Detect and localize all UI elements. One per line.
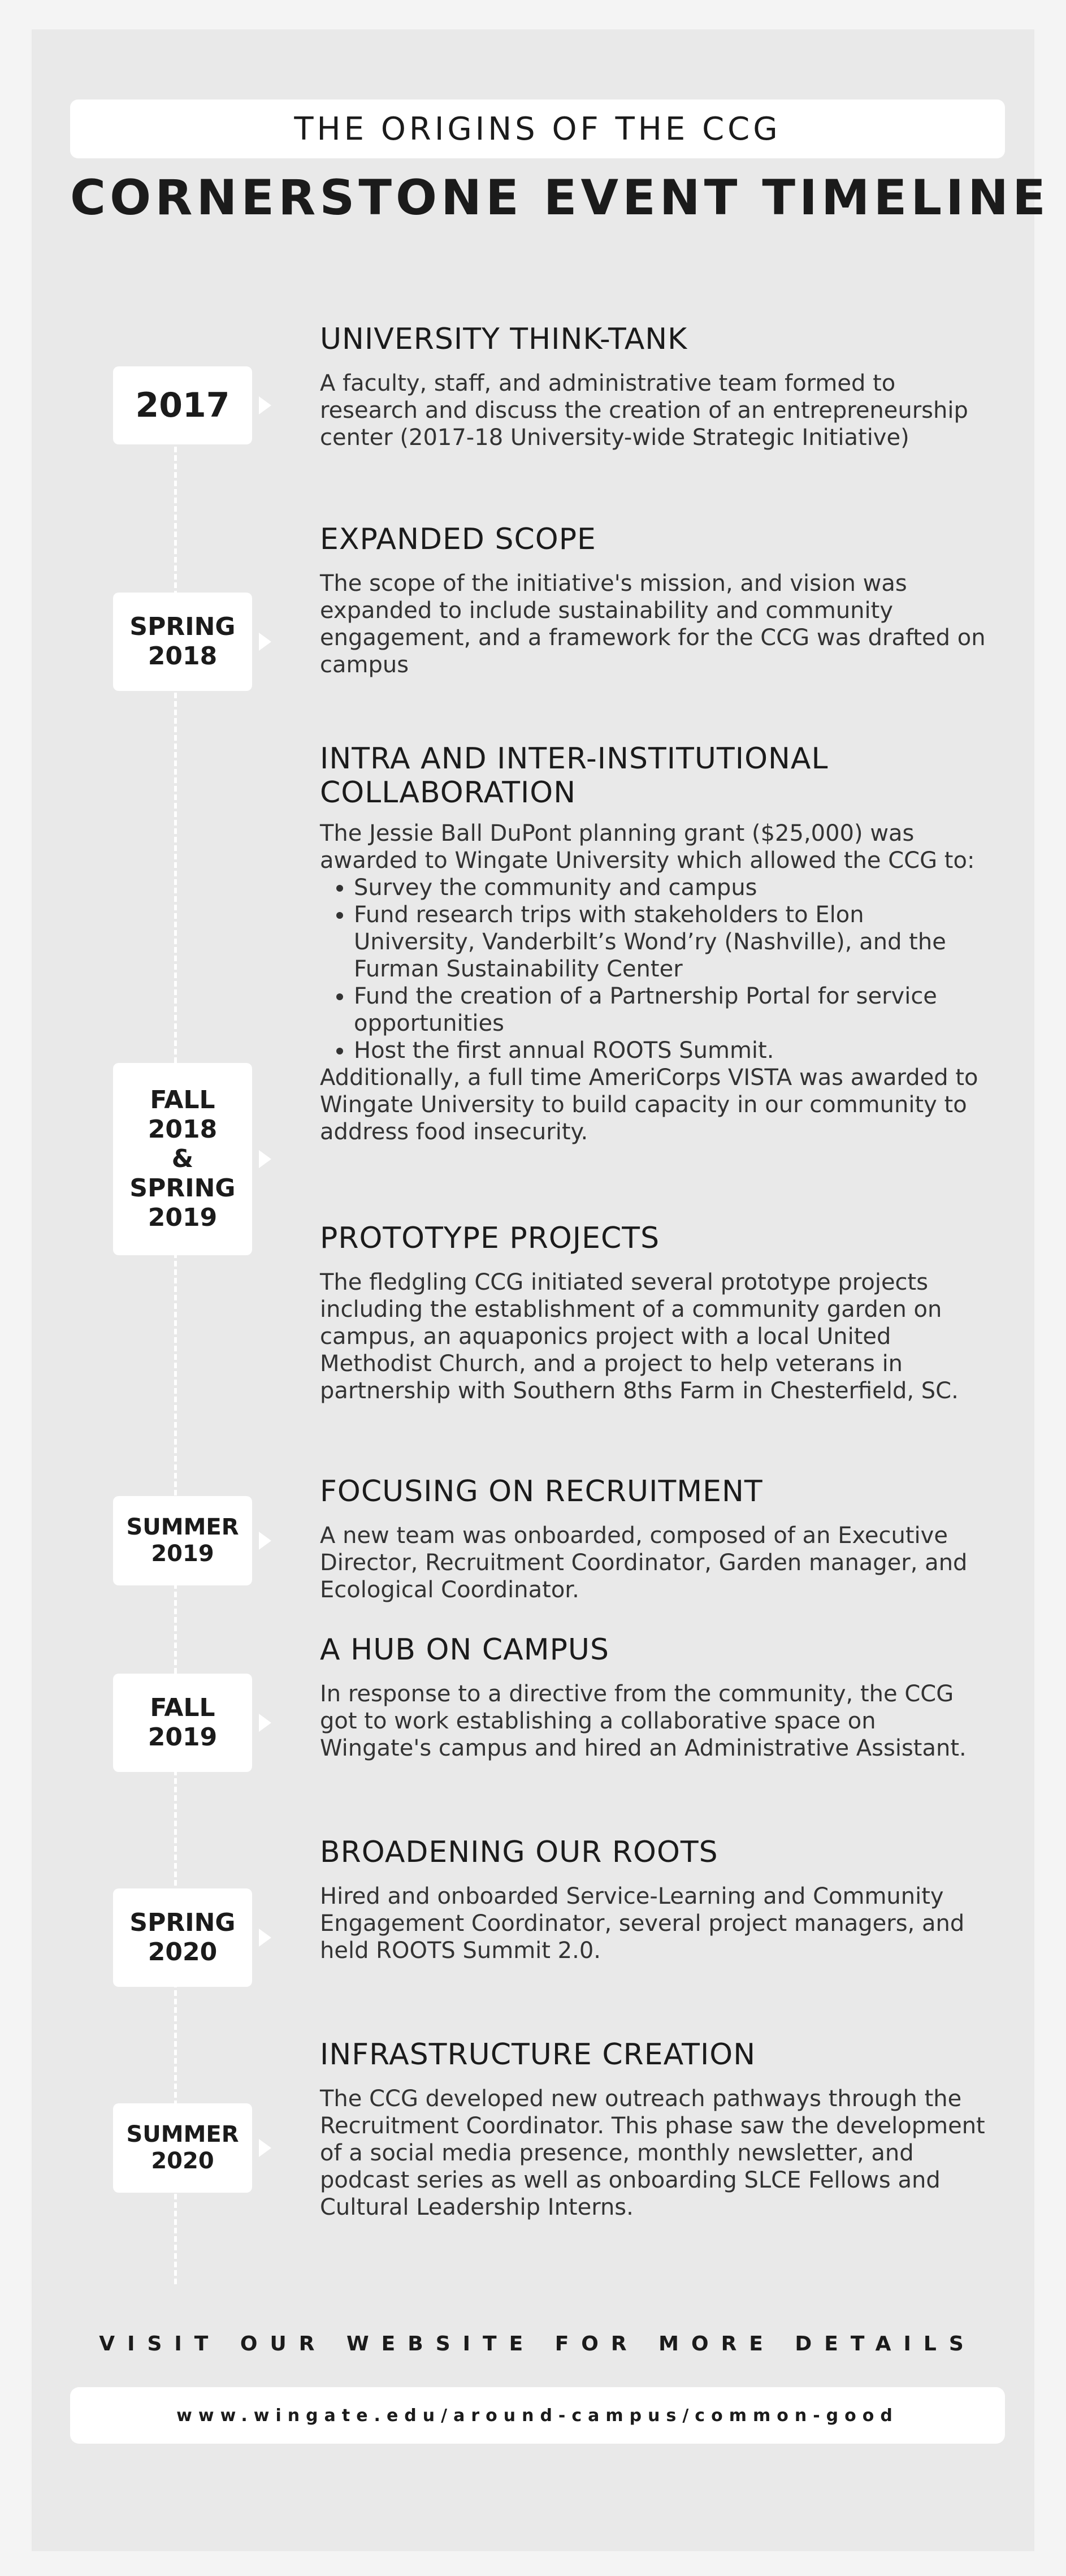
date-badge-summer-2020: SUMMER 2020 xyxy=(113,2103,252,2193)
event-description: A faculty, staff, and administrative team formed to research and discuss the creation of an entrepreneurship center (2017-18 University-wide Strategic Initiative) xyxy=(320,370,968,451)
date-badge-summer-2019: SUMMER 2019 xyxy=(113,1496,252,1585)
event-description: The scope of the initiative's mission, and vision was expanded to include sustainability and community engagement, and a framework for the CCG was drafted on campus xyxy=(320,570,986,678)
page-title: CORNERSTONE EVENT TIMELINE xyxy=(70,170,1050,226)
subtitle-banner xyxy=(70,100,1005,158)
date-badge-spring-2020: SPRING 2020 xyxy=(113,1888,252,1987)
event-outro-text: Additionally, a full time AmeriCorps VISTA was awarded to Wingate University to build capacity in our community to address food insecurity. xyxy=(320,1065,978,1145)
event-intro-text: The Jessie Ball DuPont planning grant ($25,000) was awarded to Wingate University which allowed the CCG to: xyxy=(320,820,975,874)
list-item: • Survey the community and campus xyxy=(354,874,987,901)
list-item: • Fund the creation of a Partnership Portal for service opportunities xyxy=(354,983,987,1037)
event-title: FOCUSING ON RECRUITMENT xyxy=(320,1475,763,1509)
website-url[interactable]: www.wingate.edu/around-campus/common-good xyxy=(176,2405,899,2426)
website-call-to-action: VISIT OUR WEBSITE FOR MORE DETAILS xyxy=(99,2332,976,2355)
event-description: A new team was onboarded, composed of an Executive Director, Recruitment Coordinator, Garden manager, and Ecological Coordinator. xyxy=(320,1523,968,1603)
event-description: The fledgling CCG initiated several prototype projects including the establishment of a community garden on campus, an aquaponics project with a local United Methodist Church, and a project to help veterans in partnership with Southern 8ths Farm in Chesterfield, SC. xyxy=(320,1269,959,1404)
event-description: Hired and onboarded Service-Learning and Community Engagement Coordinator, several project managers, and held ROOTS Summit 2.0. xyxy=(320,1883,965,1964)
event-title: INTRA AND INTER-INSTITUTIONAL COLLABORATION xyxy=(320,742,829,810)
date-badge-spring-2018: SPRING 2018 xyxy=(113,593,252,691)
event-title: PROTOTYPE PROJECTS xyxy=(320,1221,660,1255)
date-badge-fall-2019: FALL 2019 xyxy=(113,1674,252,1772)
date-badge-fall-2018-spring-2019: FALL 2018 & SPRING 2019 xyxy=(113,1063,252,1255)
url-banner xyxy=(70,2387,1005,2444)
list-item: • Host the first annual ROOTS Summit. xyxy=(354,1037,987,1064)
event-description: In response to a directive from the community, the CCG got to work establishing a collaborative space on Wingate's campus and hired an Administrative Assistant. xyxy=(320,1681,967,1761)
subtitle: THE ORIGINS OF THE CCG xyxy=(294,110,781,148)
event-title: UNIVERSITY THINK-TANK xyxy=(320,322,688,356)
bullet-list xyxy=(320,874,987,1064)
event-title: EXPANDED SCOPE xyxy=(320,522,596,556)
event-description: The CCG developed new outreach pathways through the Recruitment Coordinator. This phase saw the development of a social media presence, monthly newsletter, and podcast series as well as onboarding SLCE Fellows and Cultural Leadership Interns. xyxy=(320,2086,985,2220)
list-item: • Fund research trips with stakeholders to Elon University, Vanderbilt’s Wond’ry (Nashville), and the Furman Sustainability Center xyxy=(354,901,987,983)
event-title: A HUB ON CAMPUS xyxy=(320,1633,609,1667)
event-title: INFRASTRUCTURE CREATION xyxy=(320,2038,756,2072)
date-badge-2017: 2017 xyxy=(113,366,252,444)
event-description xyxy=(320,820,987,1146)
event-title: BROADENING OUR ROOTS xyxy=(320,1835,718,1869)
